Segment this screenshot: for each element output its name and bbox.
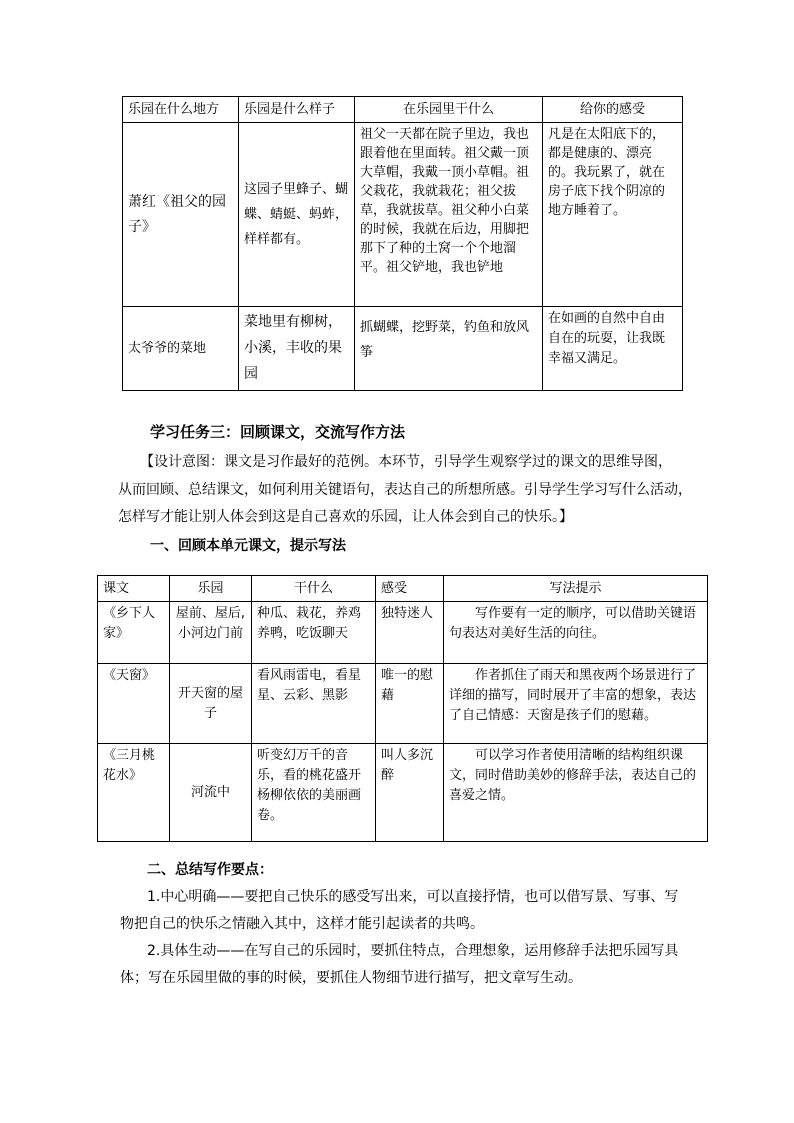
design-intent-line: 从而回顾、总结课文，如何利用关键语句，表达自己的所想所感。引导学生学习写什么活动， bbox=[118, 482, 692, 498]
header-cell: 感受 bbox=[376, 576, 444, 602]
header-cell: 乐园 bbox=[170, 576, 252, 602]
text-cell: 《乡下人家》 bbox=[98, 602, 170, 664]
design-intent-line: 怎样写才能让别人体会到这是自己喜欢的乐园，让人体会到自己的快乐。】 bbox=[118, 509, 573, 525]
section1-title: 一、回顾本单元课文，提示写法 bbox=[150, 538, 346, 554]
table-row bbox=[98, 602, 708, 664]
header-cell: 在乐园里干什么 bbox=[355, 97, 543, 123]
point1-line: 物把自己的快乐之情融入其中，这样才能引起读者的共鸣。 bbox=[120, 916, 484, 932]
point2-line: 2.具体生动——在写自己的乐园时，要抓住特点，合理想象，运用修辞手法把乐园写具 bbox=[147, 943, 679, 959]
table-row bbox=[98, 744, 708, 842]
header-cell: 乐园是什么样子 bbox=[239, 97, 355, 123]
header-cell: 乐园在什么地方 bbox=[123, 97, 239, 123]
look-cell: 菜地里有柳树，小溪，丰收的果园 bbox=[239, 307, 355, 391]
feeling-cell: 凡是在太阳底下的，都是健康的、漂亮的。我玩累了，就在房子底下找个阴凉的地方睡着了。 bbox=[543, 123, 683, 307]
doing-cell: 祖父一天都在院子里边，我也跟着他在里面转。祖父戴一顶大草帽，我戴一顶小草帽。祖父栽花，我就栽花；祖父拔草，我就拔草。祖父种小白菜的时候，我就在后边，用脚把那下了种的土窝一个个地溜平。祖父铲地，我也铲地 bbox=[355, 123, 543, 307]
point1-line: 1.中心明确——要把自己快乐的感受写出来，可以直接抒情，也可以借写景、写事、写 bbox=[147, 889, 679, 905]
text-cell: 《天窗》 bbox=[98, 664, 170, 744]
park-cell: 河流中 bbox=[170, 744, 252, 842]
header-cell: 干什么 bbox=[252, 576, 376, 602]
header-cell: 写法提示 bbox=[444, 576, 708, 602]
doing-cell: 听变幻万千的音乐，看的桃花盛开杨柳依依的美丽画卷。 bbox=[252, 744, 376, 842]
feeling-cell: 独特迷人 bbox=[376, 602, 444, 664]
lesson-review-table bbox=[97, 575, 708, 842]
place-cell: 萧红《祖父的园子》 bbox=[123, 123, 239, 307]
table-row bbox=[123, 123, 683, 307]
tip-cell: 写作要有一定的顺序，可以借助关键语句表达对美好生活的向往。 bbox=[444, 602, 708, 664]
feeling-cell: 叫人多沉醉 bbox=[376, 744, 444, 842]
design-intent-line: 【设计意图：课文是习作最好的范例。本环节，引导学生观察学过的课文的思维导图， bbox=[140, 454, 672, 470]
table-row bbox=[123, 307, 683, 391]
table-header-row bbox=[123, 97, 683, 123]
text-cell: 《三月桃花水》 bbox=[98, 744, 170, 842]
table-row bbox=[98, 664, 708, 744]
place-cell: 太爷爷的菜地 bbox=[123, 307, 239, 391]
playground-table bbox=[122, 96, 683, 391]
tip-cell: 作者抓住了雨天和黑夜两个场景进行了详细的描写，同时展开了丰富的想象，表达了自己情感：天窗是孩子们的慰藉。 bbox=[444, 664, 708, 744]
section2-title: 二、总结写作要点： bbox=[147, 862, 273, 878]
header-cell: 给你的感受 bbox=[543, 97, 683, 123]
feeling-cell: 唯一的慰藉 bbox=[376, 664, 444, 744]
doing-cell: 种瓜、栽花，养鸡养鸭，吃饭聊天 bbox=[252, 602, 376, 664]
table-header-row bbox=[98, 576, 708, 602]
task3-title: 学习任务三：回顾课文，交流写作方法 bbox=[150, 423, 406, 441]
header-cell: 课文 bbox=[98, 576, 170, 602]
tip-cell: 可以学习作者使用清晰的结构组织课文，同时借助美妙的修辞手法，表达自己的喜爱之情。 bbox=[444, 744, 708, 842]
park-cell: 屋前、屋后,小河边门前 bbox=[170, 602, 252, 664]
park-cell: 开天窗的屋子 bbox=[170, 664, 252, 744]
point2-line: 体；写在乐园里做的事的时候，要抓住人物细节进行描写，把文章写生动。 bbox=[120, 970, 582, 986]
doing-cell: 看风雨雷电，看星星、云彩、黑影 bbox=[252, 664, 376, 744]
feeling-cell: 在如画的自然中自由自在的玩耍，让我既幸福又满足。 bbox=[543, 307, 683, 391]
doing-cell: 抓蝴蝶，挖野菜，钓鱼和放风筝 bbox=[355, 307, 543, 391]
look-cell: 这园子里蜂子、蝴蝶、蜻蜓、蚂蚱，样样都有。 bbox=[239, 123, 355, 307]
